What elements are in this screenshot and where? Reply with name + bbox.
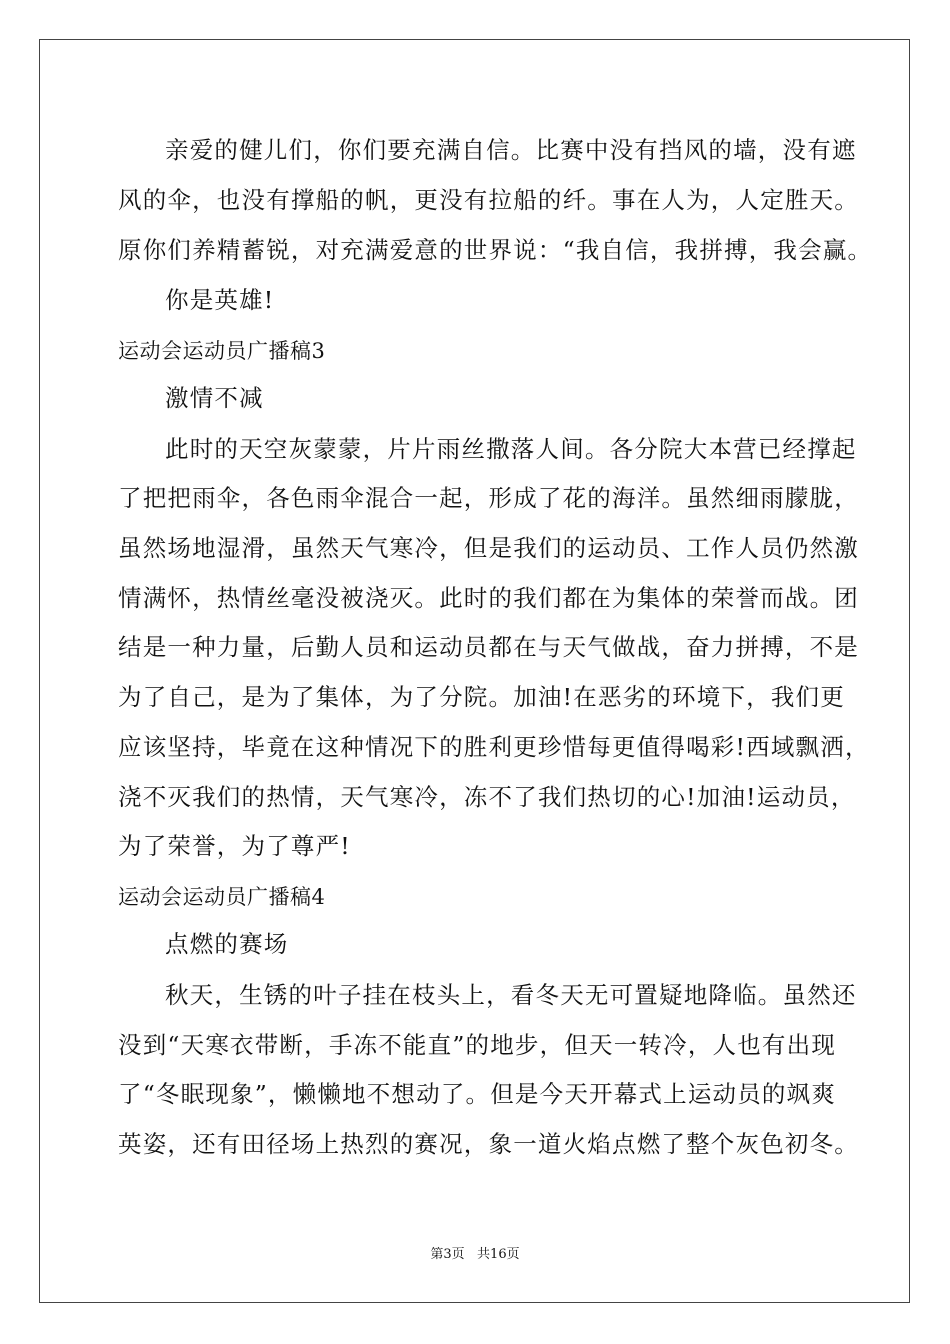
text-line: 了把把雨伞，各色雨伞混合一起，形成了花的海洋。虽然细雨朦胧， — [118, 484, 859, 512]
text-line: 此时的天空灰蒙蒙，片片雨丝撒落人间。各分院大本营已经撑起 — [165, 435, 857, 463]
section-heading-4: 运动会运动员广播稿4 — [118, 885, 326, 909]
page-border — [39, 39, 910, 1303]
text-line: 为了荣誉，为了尊严! — [118, 832, 351, 860]
text-line: 结是一种力量，后勤人员和运动员都在与天气做战，奋力拼搏，不是 — [118, 633, 859, 661]
text-line: 没到“天寒衣带断，手冻不能直”的地步，但天一转冷，人也有出现 — [118, 1031, 837, 1059]
text-line: 情满怀，热情丝毫没被浇灭。此时的我们都在为集体的荣誉而战。团 — [118, 584, 859, 612]
text-line: 你是英雄! — [165, 286, 275, 314]
text-line: 虽然场地湿滑，虽然天气寒冷，但是我们的运动员、工作人员仍然激 — [118, 534, 859, 562]
text-line: 英姿，还有田径场上热烈的赛况，象一道火焰点燃了整个灰色初冬。 — [118, 1130, 859, 1158]
text-line: 风的伞，也没有撑船的帆，更没有拉船的纤。事在人为，人定胜天。 — [118, 186, 859, 214]
section-heading-3: 运动会运动员广播稿3 — [118, 339, 326, 363]
text-line: 了“冬眠现象”，懒懒地不想动了。但是今天开幕式上运动员的飒爽 — [118, 1080, 837, 1108]
text-line: 为了自己，是为了集体，为了分院。加油!在恶劣的环境下，我们更 — [118, 683, 845, 711]
section-subtitle: 激情不减 — [165, 384, 264, 412]
text-line: 亲爱的健儿们，你们要充满自信。比赛中没有挡风的墙，没有遮 — [165, 136, 857, 164]
text-line: 原你们养精蓄锐，对充满爱意的世界说：“我自信，我拼搏，我会赢。 — [118, 236, 873, 264]
text-line: 浇不灭我们的热情，天气寒冷，冻不了我们热切的心!加油!运动员， — [118, 783, 856, 811]
text-line: 应该坚持，毕竟在这种情况下的胜利更珍惜每更值得喝彩!西域飘洒， — [118, 733, 870, 761]
text-line: 秋天，生锈的叶子挂在枝头上，看冬天无可置疑地降临。虽然还 — [165, 981, 857, 1009]
page-number: 第3页 共16页 — [430, 1247, 520, 1262]
section-subtitle: 点燃的赛场 — [165, 930, 289, 958]
